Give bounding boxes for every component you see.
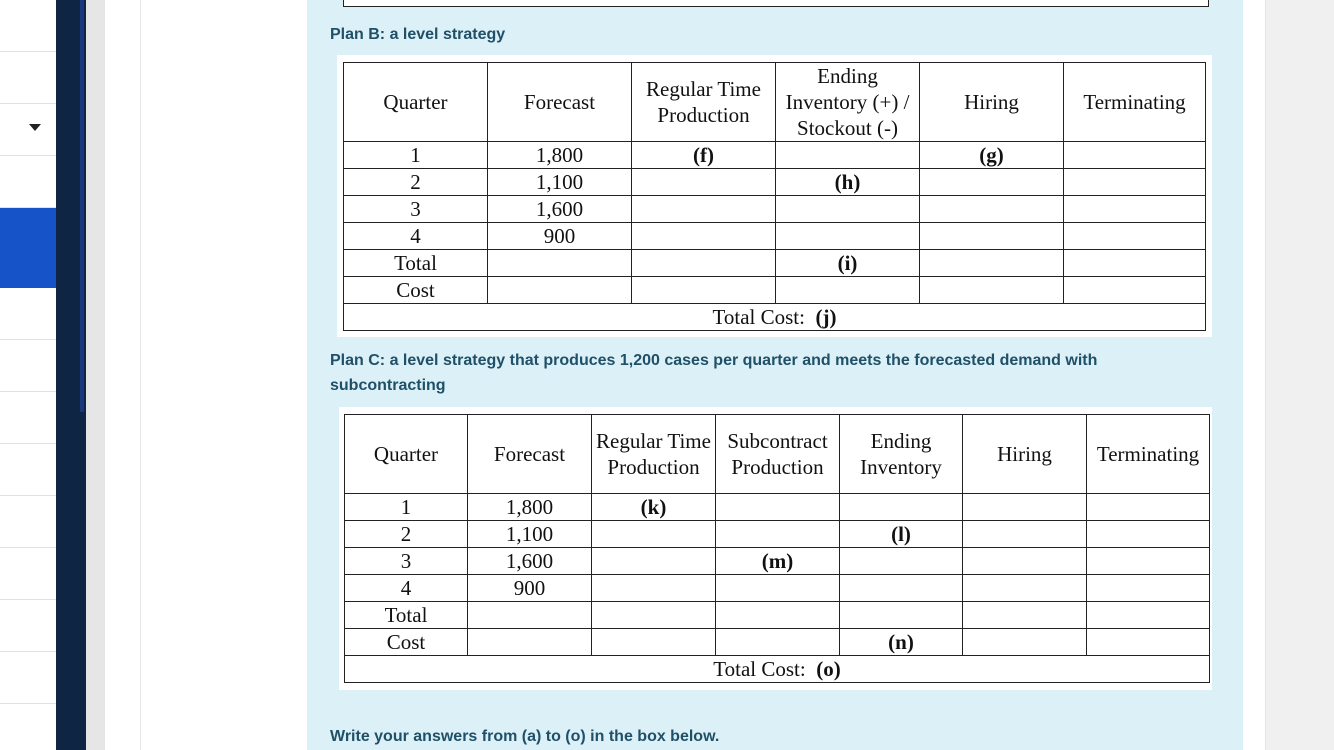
previous-table-fragment: [343, 0, 1209, 7]
table-row: [345, 521, 1210, 548]
cell-quarter: 1: [344, 142, 488, 169]
cell-inventory: [840, 548, 963, 575]
col-header-terminating: Terminating: [1087, 415, 1210, 494]
table-header-row: [345, 415, 1210, 494]
cell-total-label: Total: [344, 250, 488, 277]
cell-hiring: [963, 494, 1087, 521]
cell-terminating: [1087, 575, 1210, 602]
plan-b-heading: Plan B: a level strategy: [330, 26, 506, 43]
cell-terminating: [1064, 169, 1206, 196]
cell-quarter: 2: [344, 169, 488, 196]
cell-quarter: 4: [344, 223, 488, 250]
plan-c-table: [344, 414, 1210, 683]
cell-inventory: [776, 223, 920, 250]
cell-empty: [632, 250, 776, 277]
cell-inventory: [776, 196, 920, 223]
cell-empty: [776, 277, 920, 304]
caret-down-icon[interactable]: [29, 124, 41, 131]
cell-subcontract: [716, 521, 840, 548]
left-item-list: [0, 0, 56, 750]
col-header-ending-inventory: Ending Inventory (+) / Stockout (-): [776, 63, 920, 142]
cell-production: [632, 223, 776, 250]
answer-label-o: (o): [816, 656, 841, 681]
plan-b-table-frame: [337, 55, 1212, 337]
cell-empty: [963, 629, 1087, 656]
cell-empty: [1064, 277, 1206, 304]
cell-quarter: 3: [344, 196, 488, 223]
cell-inventory-cost: [840, 629, 963, 656]
total-cost-label: Total Cost:: [713, 656, 806, 681]
cell-forecast: 1,100: [468, 521, 592, 548]
answer-label-g: (g): [979, 142, 1004, 167]
table-header-row: [344, 63, 1206, 142]
cell-subcontract: [716, 575, 840, 602]
cell-inventory: [840, 494, 963, 521]
col-header-regular-time: Regular Time Production: [632, 63, 776, 142]
cell-empty: [592, 602, 716, 629]
scroll-gutter: [86, 0, 104, 750]
plan-c-heading: Plan C: a level strategy that produces 1,200 cases per quarter and meets the forecasted demand with subcontracting: [330, 352, 1098, 394]
table-row-total: [345, 602, 1210, 629]
list-item[interactable]: [0, 0, 56, 52]
total-cost-cell: [344, 304, 1206, 331]
cell-quarter: 1: [345, 494, 468, 521]
col-header-forecast: Forecast: [488, 63, 632, 142]
cell-subcontract: [716, 548, 840, 575]
table-row-total-cost: [345, 656, 1210, 683]
cell-empty: [963, 602, 1087, 629]
cell-quarter: 3: [345, 548, 468, 575]
cell-empty: [840, 602, 963, 629]
cell-empty: [716, 629, 840, 656]
col-header-ending-inventory: Ending Inventory: [840, 415, 963, 494]
cell-total-label: Total: [345, 602, 468, 629]
cell-terminating: [1087, 548, 1210, 575]
answer-label-f: (f): [693, 142, 714, 167]
cell-empty: [716, 602, 840, 629]
cell-terminating: [1087, 494, 1210, 521]
list-item[interactable]: [0, 288, 56, 340]
list-item[interactable]: [0, 444, 56, 496]
col-header-quarter: Quarter: [345, 415, 468, 494]
table-row-cost: [345, 629, 1210, 656]
cell-empty: [632, 277, 776, 304]
cell-forecast: 1,800: [488, 142, 632, 169]
answer-label-n: (n): [888, 629, 914, 654]
cell-empty: [468, 602, 592, 629]
cell-forecast: 1,600: [488, 196, 632, 223]
answer-instruction: Write your answers from (a) to (o) in the box below.: [330, 728, 720, 745]
side-rail: [56, 0, 86, 750]
cell-cost-label: Cost: [344, 277, 488, 304]
plan-b-table: [343, 62, 1206, 331]
cell-inventory: [776, 169, 920, 196]
table-row: [344, 169, 1206, 196]
cell-inventory: [776, 142, 920, 169]
answer-label-h: (h): [834, 169, 861, 194]
answer-label-j: (j): [815, 304, 837, 329]
cell-forecast: 900: [468, 575, 592, 602]
list-item[interactable]: [0, 600, 56, 652]
col-header-terminating: Terminating: [1064, 63, 1206, 142]
cell-cost-label: Cost: [345, 629, 468, 656]
cell-inventory-total: [776, 250, 920, 277]
list-item-selected[interactable]: [0, 208, 56, 288]
cell-inventory: [840, 521, 963, 548]
col-header-hiring: Hiring: [920, 63, 1064, 142]
cell-production: [592, 494, 716, 521]
answer-label-i: (i): [837, 250, 858, 275]
cell-terminating: [1087, 521, 1210, 548]
cell-production: [632, 142, 776, 169]
list-item[interactable]: [0, 340, 56, 392]
cell-production: [592, 548, 716, 575]
plan-c-table-frame: [339, 407, 1212, 690]
col-header-hiring: Hiring: [963, 415, 1087, 494]
total-cost-cell: [345, 656, 1210, 683]
table-row: [344, 196, 1206, 223]
list-item[interactable]: [0, 548, 56, 600]
cell-hiring: [920, 169, 1064, 196]
col-header-forecast: Forecast: [468, 415, 592, 494]
table-row-cost: [344, 277, 1206, 304]
cell-subcontract: [716, 494, 840, 521]
table-row: [345, 494, 1210, 521]
cell-terminating: [1064, 223, 1206, 250]
list-item-dropdown[interactable]: [0, 104, 56, 156]
cell-forecast: 900: [488, 223, 632, 250]
cell-hiring: [920, 223, 1064, 250]
cell-production: [592, 575, 716, 602]
cell-hiring: [963, 521, 1087, 548]
cell-empty: [1087, 629, 1210, 656]
table-row-total: [344, 250, 1206, 277]
list-item[interactable]: [0, 652, 56, 704]
cell-empty: [920, 277, 1064, 304]
answer-label-m: (m): [761, 548, 794, 573]
cell-empty: [1064, 250, 1206, 277]
cell-empty: [920, 250, 1064, 277]
cell-hiring: [963, 575, 1087, 602]
table-row: [344, 142, 1206, 169]
cell-forecast: 1,600: [468, 548, 592, 575]
answer-label-l: (l): [891, 521, 911, 546]
divider: [140, 0, 141, 750]
cell-hiring: [963, 548, 1087, 575]
cell-empty: [488, 250, 632, 277]
cell-empty: [592, 629, 716, 656]
col-header-subcontract: Subcontract Production: [716, 415, 840, 494]
cell-production: [632, 196, 776, 223]
table-row: [345, 575, 1210, 602]
cell-terminating: [1064, 196, 1206, 223]
cell-quarter: 2: [345, 521, 468, 548]
cell-empty: [1087, 602, 1210, 629]
side-rail-accent: [80, 0, 84, 412]
list-item[interactable]: [0, 392, 56, 444]
cell-forecast: 1,800: [468, 494, 592, 521]
col-header-quarter: Quarter: [344, 63, 488, 142]
cell-inventory: [840, 575, 963, 602]
cell-quarter: 4: [345, 575, 468, 602]
col-header-regular-time: Regular Time Production: [592, 415, 716, 494]
cell-forecast: 1,100: [488, 169, 632, 196]
table-row: [344, 223, 1206, 250]
cell-hiring: [920, 196, 1064, 223]
cell-hiring: [920, 142, 1064, 169]
cell-terminating: [1064, 142, 1206, 169]
list-item[interactable]: [0, 52, 56, 104]
cell-empty: [468, 629, 592, 656]
list-item[interactable]: [0, 156, 56, 208]
cell-production: [592, 521, 716, 548]
cell-production: [632, 169, 776, 196]
cell-empty: [488, 277, 632, 304]
answer-label-k: (k): [640, 494, 667, 519]
list-item[interactable]: [0, 496, 56, 548]
table-row: [345, 548, 1210, 575]
total-cost-label: Total Cost:: [712, 304, 805, 329]
table-row-total-cost: [344, 304, 1206, 331]
